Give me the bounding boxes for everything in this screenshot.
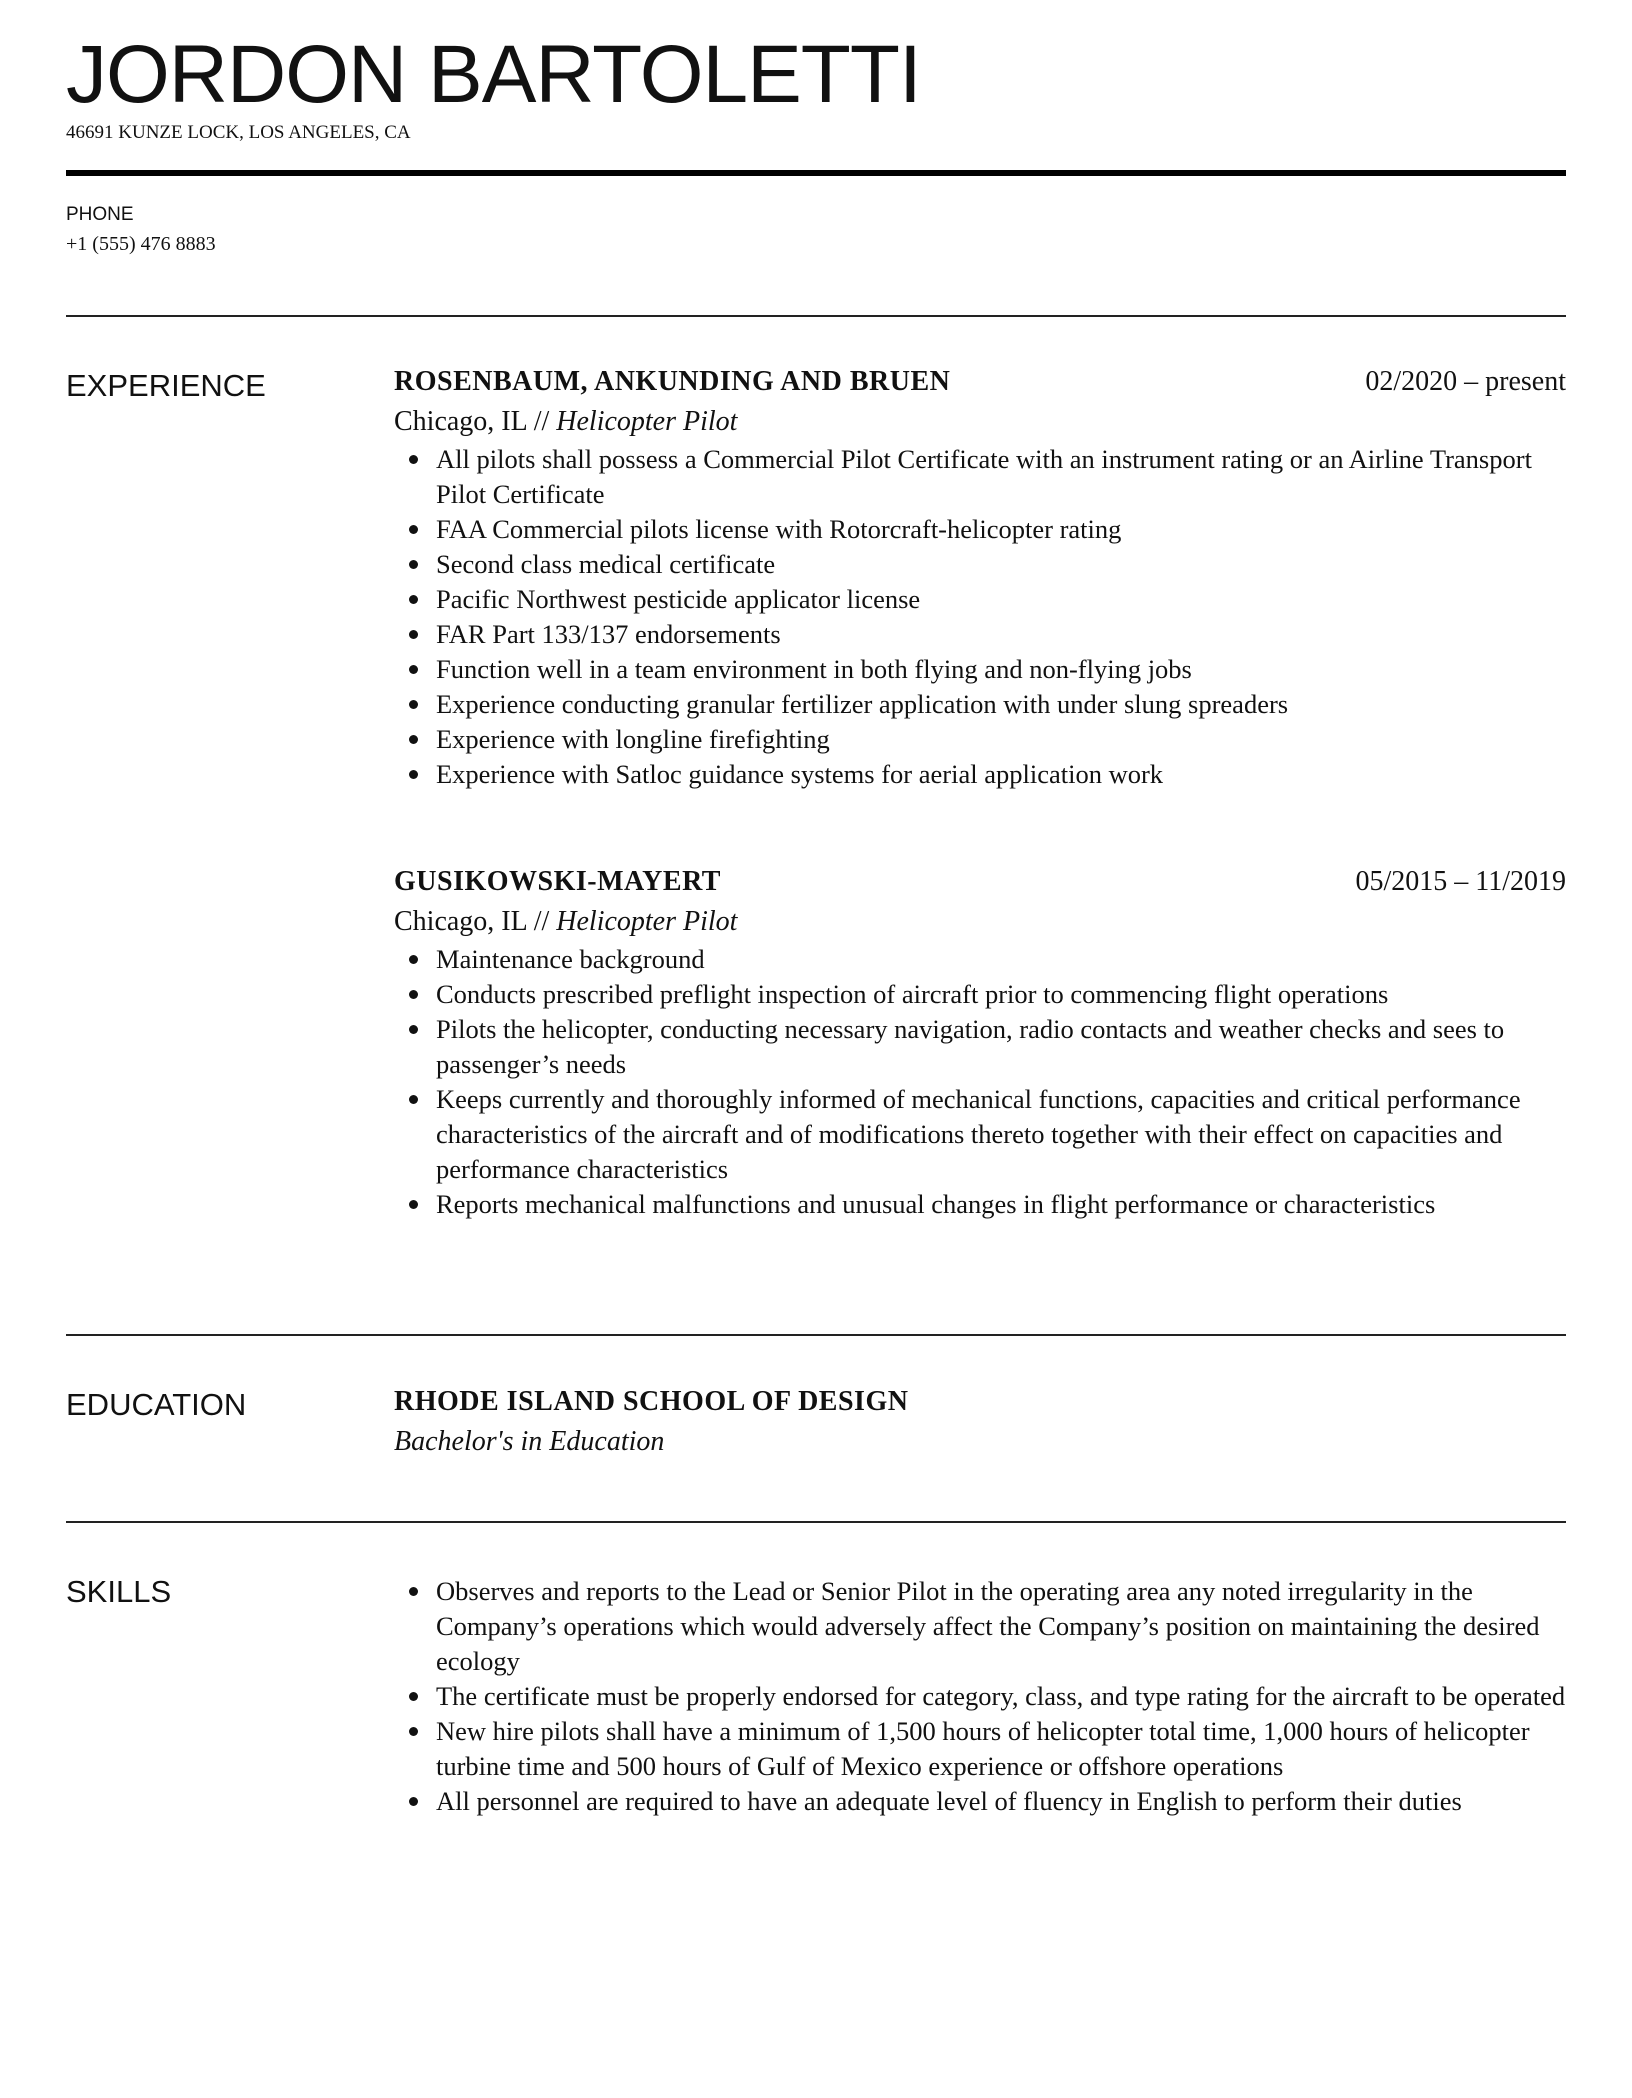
list-item <box>436 1187 1566 1222</box>
bullet-dot <box>409 990 418 999</box>
job-location: Chicago, IL <box>394 406 527 437</box>
bullet-dot <box>409 665 418 674</box>
job-entry <box>394 862 1566 1222</box>
list-item <box>436 1574 1566 1679</box>
bullet-dot <box>409 1095 418 1104</box>
bullet-text: All pilots shall possess a Commercial Pilot Certificate with an instrument rating or an Airline Transport Pilot Certificate <box>436 444 1532 509</box>
bullet-dot <box>409 630 418 639</box>
job-bullets <box>394 942 1566 1222</box>
bullet-text: FAA Commercial pilots license with Rotorcraft-helicopter rating <box>436 514 1122 544</box>
skills-list <box>394 1574 1566 1819</box>
skills-bullets <box>394 1574 1566 1819</box>
degree: Bachelor's in Education <box>394 1426 665 1457</box>
list-item <box>436 977 1566 1012</box>
bullet-dot <box>409 1587 418 1596</box>
list-item <box>436 687 1566 722</box>
section-divider <box>66 1334 1566 1336</box>
bullet-text: Reports mechanical malfunctions and unusual changes in flight performance or characteristics <box>436 1189 1436 1219</box>
job-role: Helicopter Pilot <box>556 906 738 937</box>
address: 46691 KUNZE LOCK, LOS ANGELES, CA <box>66 122 411 143</box>
bullet-dot <box>409 455 418 464</box>
bullet-dot <box>409 560 418 569</box>
skill-text: The certificate must be properly endorsed for category, class, and type rating for the aircraft to be operated <box>436 1681 1566 1711</box>
section-divider <box>66 315 1566 317</box>
phone-label: PHONE <box>66 204 134 225</box>
job-dates: 02/2020 – present <box>1365 366 1566 397</box>
bullet-dot <box>409 595 418 604</box>
bullet-dot <box>409 1727 418 1736</box>
bullet-text: Pacific Northwest pesticide applicator license <box>436 584 921 614</box>
bullet-text: Experience with Satloc guidance systems for aerial application work <box>436 759 1164 789</box>
job-dates: 05/2015 – 11/2019 <box>1355 866 1566 897</box>
bullet-dot <box>409 525 418 534</box>
bullet-dot <box>409 735 418 744</box>
list-item <box>436 442 1566 512</box>
section-divider <box>66 1521 1566 1523</box>
skills-heading: SKILLS <box>66 1574 172 1609</box>
list-item <box>436 1679 1566 1714</box>
job-subtitle <box>394 902 1566 942</box>
education-entry <box>394 1382 1566 1462</box>
bullet-dot <box>409 1200 418 1209</box>
bullet-dot <box>409 770 418 779</box>
job-separator: // <box>526 406 557 437</box>
experience-heading: EXPERIENCE <box>66 368 266 403</box>
list-item <box>436 582 1566 617</box>
job-entry <box>394 362 1566 792</box>
school-name: RHODE ISLAND SCHOOL OF DESIGN <box>394 1386 909 1417</box>
phone-number: +1 (555) 476 8883 <box>66 233 216 255</box>
bullet-dot <box>409 955 418 964</box>
list-item <box>436 1012 1566 1082</box>
list-item <box>436 617 1566 652</box>
bullet-dot <box>409 700 418 709</box>
list-item <box>436 512 1566 547</box>
company-name: GUSIKOWSKI-MAYERT <box>394 866 721 897</box>
education-heading: EDUCATION <box>66 1387 247 1422</box>
candidate-name: JORDON BARTOLETTI <box>66 29 921 120</box>
skill-text: Observes and reports to the Lead or Senior Pilot in the operating area any noted irregularity in the Company’s operations which would adversely affect the Company’s position on maintaining the desired ecology <box>436 1576 1540 1676</box>
bullet-text: Keeps currently and thoroughly informed of mechanical functions, capacities and critical performance characteristics of the aircraft and of modifications thereto together with their effect on capacities and performance characteristics <box>436 1084 1521 1184</box>
skill-text: All personnel are required to have an adequate level of fluency in English to perform their duties <box>436 1786 1462 1816</box>
job-header <box>394 862 1566 902</box>
bullet-text: Pilots the helicopter, conducting necessary navigation, radio contacts and weather checks and sees to passenger’s needs <box>436 1014 1505 1079</box>
list-item <box>436 942 1566 977</box>
job-header <box>394 362 1566 402</box>
list-item <box>436 652 1566 687</box>
list-item <box>436 1784 1566 1819</box>
bullet-text: Function well in a team environment in both flying and non-flying jobs <box>436 654 1192 684</box>
skill-text: New hire pilots shall have a minimum of 1,500 hours of helicopter total time, 1,000 hours of helicopter turbine time and 500 hours of Gulf of Mexico experience or offshore operations <box>436 1716 1530 1781</box>
company-name: ROSENBAUM, ANKUNDING AND BRUEN <box>394 366 951 397</box>
list-item <box>436 1082 1566 1187</box>
job-bullets <box>394 442 1566 792</box>
bullet-text: Conducts prescribed preflight inspection of aircraft prior to commencing flight operations <box>436 979 1389 1009</box>
list-item <box>436 722 1566 757</box>
list-item <box>436 757 1566 792</box>
job-role: Helicopter Pilot <box>556 406 738 437</box>
bullet-dot <box>409 1025 418 1034</box>
job-subtitle <box>394 402 1566 442</box>
bullet-text: Experience with longline firefighting <box>436 724 830 754</box>
job-separator: // <box>526 906 557 937</box>
bullet-dot <box>409 1797 418 1806</box>
header-divider <box>66 170 1566 176</box>
bullet-text: Experience conducting granular fertilizer application with under slung spreaders <box>436 689 1289 719</box>
bullet-dot <box>409 1692 418 1701</box>
bullet-text: FAR Part 133/137 endorsements <box>436 619 781 649</box>
list-item <box>436 1714 1566 1784</box>
list-item <box>436 547 1566 582</box>
bullet-text: Maintenance background <box>436 944 705 974</box>
bullet-text: Second class medical certificate <box>436 549 776 579</box>
job-location: Chicago, IL <box>394 906 527 937</box>
